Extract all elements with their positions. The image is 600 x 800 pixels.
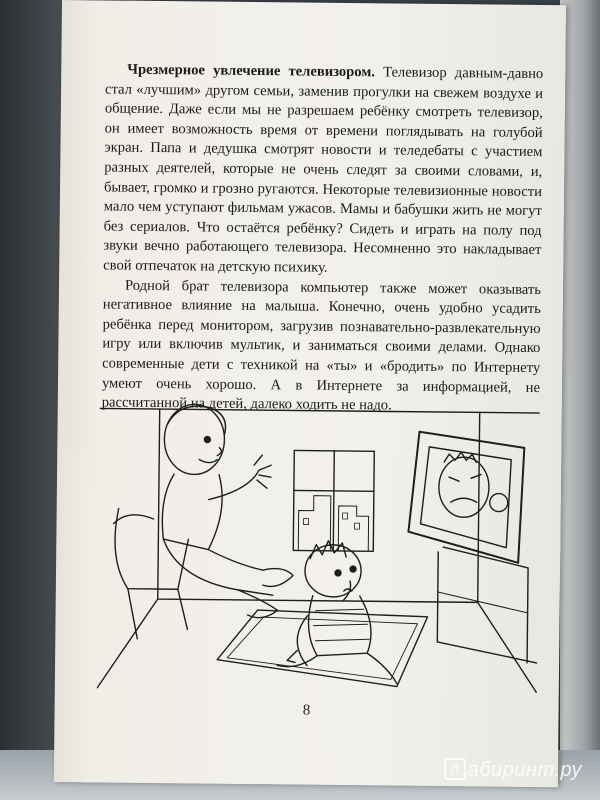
television xyxy=(407,432,539,663)
paragraph-1 xyxy=(103,60,543,280)
book-page xyxy=(54,0,566,787)
labirint-watermark xyxy=(444,758,582,782)
armchair xyxy=(112,509,188,640)
watermark-text: абиринт.ру xyxy=(467,759,582,781)
paragraph-1-text: Телевизор давным-давно стал «лучшим» другом семьи, заменив прогулки на свежем воздухе и общение. Даже если мы не разрешаем ребёнку смотреть телевизор, он имеет возможность время от времени поглядывать на голубой экран. Папа и дедушка смотрят новости и теледебаты с участием разных деятелей, которые не очень следят за своими словами, и, бывает, громко и грозно ругаются. Некоторые телевизионные новости мало чем уступают фильмам ужасов. Мамы и бабушки жить не могут без сериалов. Что остаётся ребёнку? Сидеть и играть на полу под звуки вечно работающего телевизора. Несомненно это накладывает свой отпечаток на детскую психику. xyxy=(103,64,544,276)
paragraph-2-text: Родной брат телевизора компьютер также может оказывать негативное влияние на малыша. Конечно, очень удобно усадить ребёнка перед монитором, загрузив познавательно-развлекательную игру или включив мультик, и заниматься своими делами. Однако современные дети с техникой на «ты» и «бродить» по Интернету умеют очень хорошо. А в Интернете за информацией, не рассчитанной на детей, далеко ходить не надо. xyxy=(101,277,542,414)
illustration-child-watching-tv xyxy=(97,388,540,693)
paragraph-1-heading: Чрезмерное увлечение телевизором. xyxy=(127,61,376,81)
background-right xyxy=(560,0,600,800)
ceiling-line xyxy=(100,408,540,413)
labirint-logo-icon: Л xyxy=(444,758,466,780)
body-text xyxy=(102,60,544,417)
angry-face-on-screen xyxy=(439,457,490,518)
rug-border xyxy=(227,617,418,680)
page-number: 8 xyxy=(302,702,311,719)
father-slipper xyxy=(263,568,293,586)
father-figure xyxy=(161,404,294,618)
rug xyxy=(217,610,428,687)
window xyxy=(293,450,374,551)
